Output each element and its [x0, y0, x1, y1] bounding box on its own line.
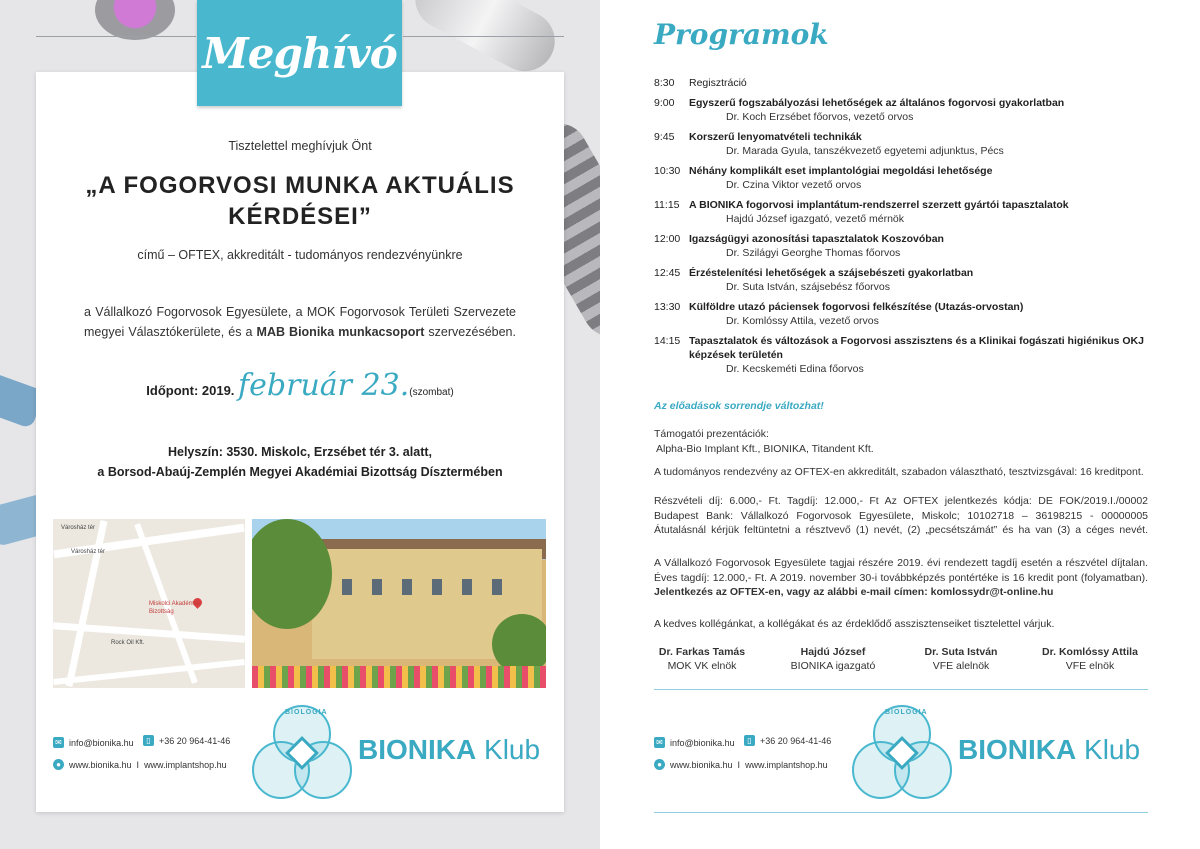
phone-text[interactable]: +36 20 964-41-46 [760, 735, 832, 746]
invitation-badge [197, 0, 402, 106]
divider [654, 689, 1148, 690]
bionika-logo-word [358, 734, 540, 766]
contact-web [53, 759, 227, 770]
globe-icon: ● [53, 759, 64, 770]
web-link[interactable]: www.bionika.hu [69, 759, 132, 770]
program-title: Egyszerű fogszabályozási lehetőségek az általános fogorvosi gyakorlatban [689, 97, 1065, 109]
envelope-icon: ✉ [53, 737, 64, 748]
map-label: Városház tér [71, 549, 106, 555]
member-line: Éves tagdíj: 12.000,- Ft. A 2019. november 30-i továbbképzés pontértéke is 16 kredit pont (folyamatban). [654, 571, 1148, 584]
program-item [654, 300, 1148, 328]
signature-name: Dr. Suta István [924, 646, 998, 658]
window [492, 579, 502, 595]
separator: I [737, 759, 741, 770]
program-speaker: Dr. Marada Gyula, tanszékvezető egyetemi adjunktus, Pécs [726, 145, 1004, 157]
window [402, 579, 412, 595]
program-item [654, 334, 1148, 376]
implant-decoration [405, 0, 566, 82]
program-list [654, 76, 1148, 382]
implant-decoration [95, 0, 175, 40]
globe-icon: ● [654, 759, 665, 770]
program-item [654, 198, 1148, 226]
program-title: Néhány komplikált eset implantológiai megoldási lehetősége [689, 165, 993, 177]
divider [654, 812, 1148, 813]
signature-name: Hajdú József [800, 646, 866, 658]
email-text[interactable]: info@bionika.hu [69, 737, 134, 748]
program-title: Korszerű lenyomatvételi technikák [689, 131, 862, 143]
logo-word-bold: BIONIKA [358, 734, 477, 765]
sponsors-text: Alpha-Bio Implant Kft., BIONIKA, Titandent Kft. [656, 442, 874, 455]
program-time: 9:45 [654, 131, 675, 143]
venue-photo [252, 519, 546, 688]
badge-text: Meghívó [202, 28, 397, 78]
window [342, 579, 352, 595]
program-speaker: Dr. Koch Erzsébet főorvos, vezető orvos [726, 111, 914, 123]
fee-line: Átutalásnál kérjük feltüntetni a résztvevő (1) nevét, (2) „pecsétszámát” és ha van (3) a céges nevét. [654, 524, 1148, 537]
program-time: 10:30 [654, 165, 681, 177]
program-title: Programok [654, 18, 829, 51]
program-item [654, 164, 1148, 192]
signature [1025, 645, 1155, 673]
window [462, 579, 472, 595]
signature-name: Dr. Komlóssy Attila [1042, 646, 1138, 658]
signature-role: VFE alelnök [932, 660, 990, 672]
program-time: 12:45 [654, 267, 681, 279]
event-location [36, 442, 564, 482]
event-date [36, 368, 564, 403]
program-time: 9:00 [654, 97, 675, 109]
program-title: Tapasztalatok és változások a Fogorvosi asszisztens és a Klinikai fogászati higiénikus OKJ képzések területén [689, 335, 1144, 361]
logo-word-light: Klub [1084, 734, 1141, 765]
date-label: Időpont: 2019. [146, 383, 235, 398]
flower-bed [252, 666, 546, 688]
program-time: 13:30 [654, 301, 681, 313]
event-title-line2: KÉRDÉSEI” [228, 203, 372, 230]
map-label: Rock Oil Kft. [111, 640, 145, 646]
bionika-logo-word [958, 734, 1140, 766]
program-title: A BIONIKA fogorvosi implantátum-rendszerrel szerzett gyártói tapasztalatok [689, 199, 1069, 211]
member-block [654, 556, 1148, 600]
program-speaker: Dr. Suta István, szájsebész főorvos [726, 281, 890, 293]
schedule-note: Az előadások sorrendje változhat! [654, 400, 824, 412]
event-title-line1: „A FOGORVOSI MUNKA AKTUÁLIS [85, 172, 515, 199]
program-item [654, 76, 1148, 90]
logo-text: BIOLÓGIA [885, 709, 928, 716]
fee-block [654, 494, 1148, 538]
signature-role: MOK VK elnök [667, 660, 737, 672]
logo-text: BIOLÓGIA [285, 709, 328, 716]
program-speaker: Dr. Szilágyi Georghe Thomas főorvos [726, 247, 901, 259]
phone-text[interactable]: +36 20 964-41-46 [159, 735, 231, 746]
window [372, 579, 382, 595]
program-speaker: Dr. Kecskeméti Edina főorvos [726, 363, 864, 375]
program-time: 12:00 [654, 233, 681, 245]
date-day: (szombat) [409, 387, 454, 398]
program-speaker: Hajdú József igazgató, vezető mérnök [726, 213, 905, 225]
program-item [654, 266, 1148, 294]
organizers-line2 [84, 322, 516, 342]
signature-role: VFE elnök [1065, 660, 1115, 672]
logo-word-bold: BIONIKA [958, 734, 1077, 765]
location-line2: a Borsod-Abaúj-Zemplén Megyei Akadémiai Bizottság Dísztermében [97, 465, 503, 479]
fee-line: Részvételi díj: 6.000,- Ft. Tagdíj: 12.000,- Ft Az OFTEX jelentkezés kódja: DE FOK/2019.I./00002 [654, 495, 1148, 507]
location-map [53, 519, 245, 688]
event-subtitle: című – OFTEX, akkreditált - tudományos rendezvényünkre [137, 248, 463, 262]
program-time: 14:15 [654, 335, 681, 347]
tree [492, 614, 546, 674]
shop-link[interactable]: www.implantshop.hu [144, 759, 227, 770]
phone-icon: ▯ [143, 735, 154, 746]
event-title [36, 170, 564, 232]
program-item [654, 130, 1148, 158]
signature-role: BIONIKA igazgató [790, 660, 876, 672]
invite-line: Tisztelettel meghívjuk Önt [228, 139, 372, 153]
program-time: 8:30 [654, 77, 675, 89]
program-time: 11:15 [654, 199, 680, 211]
email-text[interactable]: info@bionika.hu [670, 737, 735, 748]
registration-line: Jelentkezés az OFTEX-en, vagy az alábbi e-mail címen: komlossydr@t-online.hu [654, 586, 1054, 599]
signature [637, 645, 767, 673]
date-value: február 23. [238, 368, 410, 403]
contact-email [654, 737, 735, 748]
shop-link[interactable]: www.implantshop.hu [745, 759, 828, 770]
organizers-highlight: MAB Bionika munkacsoport [256, 325, 425, 339]
signature [768, 645, 898, 673]
divider [403, 36, 564, 37]
separator: I [136, 759, 140, 770]
organizers-text: szervezésében. [428, 325, 516, 339]
phone-icon: ▯ [744, 735, 755, 746]
program-item [654, 96, 1148, 124]
bionika-logo-mark [852, 705, 952, 800]
program-title: Regisztráció [689, 77, 747, 89]
web-link[interactable]: www.bionika.hu [670, 759, 733, 770]
sponsors-block [654, 427, 1148, 456]
program-speaker: Dr. Czina Viktor vezető orvos [726, 179, 862, 191]
contact-web [654, 759, 828, 770]
map-road [53, 659, 245, 685]
contact-phone [744, 735, 831, 746]
contact-phone [143, 735, 230, 746]
program-title: Igazságügyi azonosítási tapasztalatok Koszovóban [689, 233, 944, 245]
bionika-logo-mark [252, 705, 352, 800]
location-line1: Helyszín: 3530. Miskolc, Erzsébet tér 3. alatt, [167, 445, 432, 459]
map-label: Bizottság [149, 609, 174, 615]
program-title: Külföldre utazó páciensek fogorvosi felkészítése (Utazás-orvostan) [689, 301, 1024, 313]
organizers [84, 302, 516, 342]
organizers-text: megyei Választókerülete, és a [84, 325, 253, 339]
signature-name: Dr. Farkas Tamás [658, 646, 746, 658]
logo-word-light: Klub [484, 734, 541, 765]
closing-text: A kedves kollégánkat, a kollégákat és az érdeklődő asszisztenseiket tisztelettel várjuk. [654, 618, 1055, 630]
window [432, 579, 442, 595]
program-item [654, 232, 1148, 260]
program-speaker: Dr. Komlóssy Attila, vezető orvos [726, 315, 879, 327]
map-label: Miskolci Akadémiai [149, 601, 200, 607]
organizers-line1: a Vállalkozó Fogorvosok Egyesülete, a MOK Fogorvosok Területi Szervezete [84, 305, 516, 319]
sponsors-label: Támogatói prezentációk: [654, 428, 769, 440]
envelope-icon: ✉ [654, 737, 665, 748]
divider [36, 36, 196, 37]
fee-line: Budapest Bank: Vállalkozó Fogorvosok Egyesülete, Miskolc; 10102718 – 36198215 - 00000005 [654, 509, 1148, 522]
signature [896, 645, 1026, 673]
contact-email [53, 737, 134, 748]
map-label: Városház tér [61, 525, 96, 531]
member-line: A Vállalkozó Fogorvosok Egyesülete tagjai részére 2019. évi rendezett tagdíj esetén a részvétel díjtalan. [654, 557, 1148, 569]
program-title: Érzéstelenítési lehetőségek a szájsebészeti gyakorlatban [689, 267, 974, 279]
accreditation-text: A tudományos rendezvény az OFTEX-en akkreditált, szabadon választható, tesztvizsgával: 16 kreditpont. [654, 466, 1144, 478]
